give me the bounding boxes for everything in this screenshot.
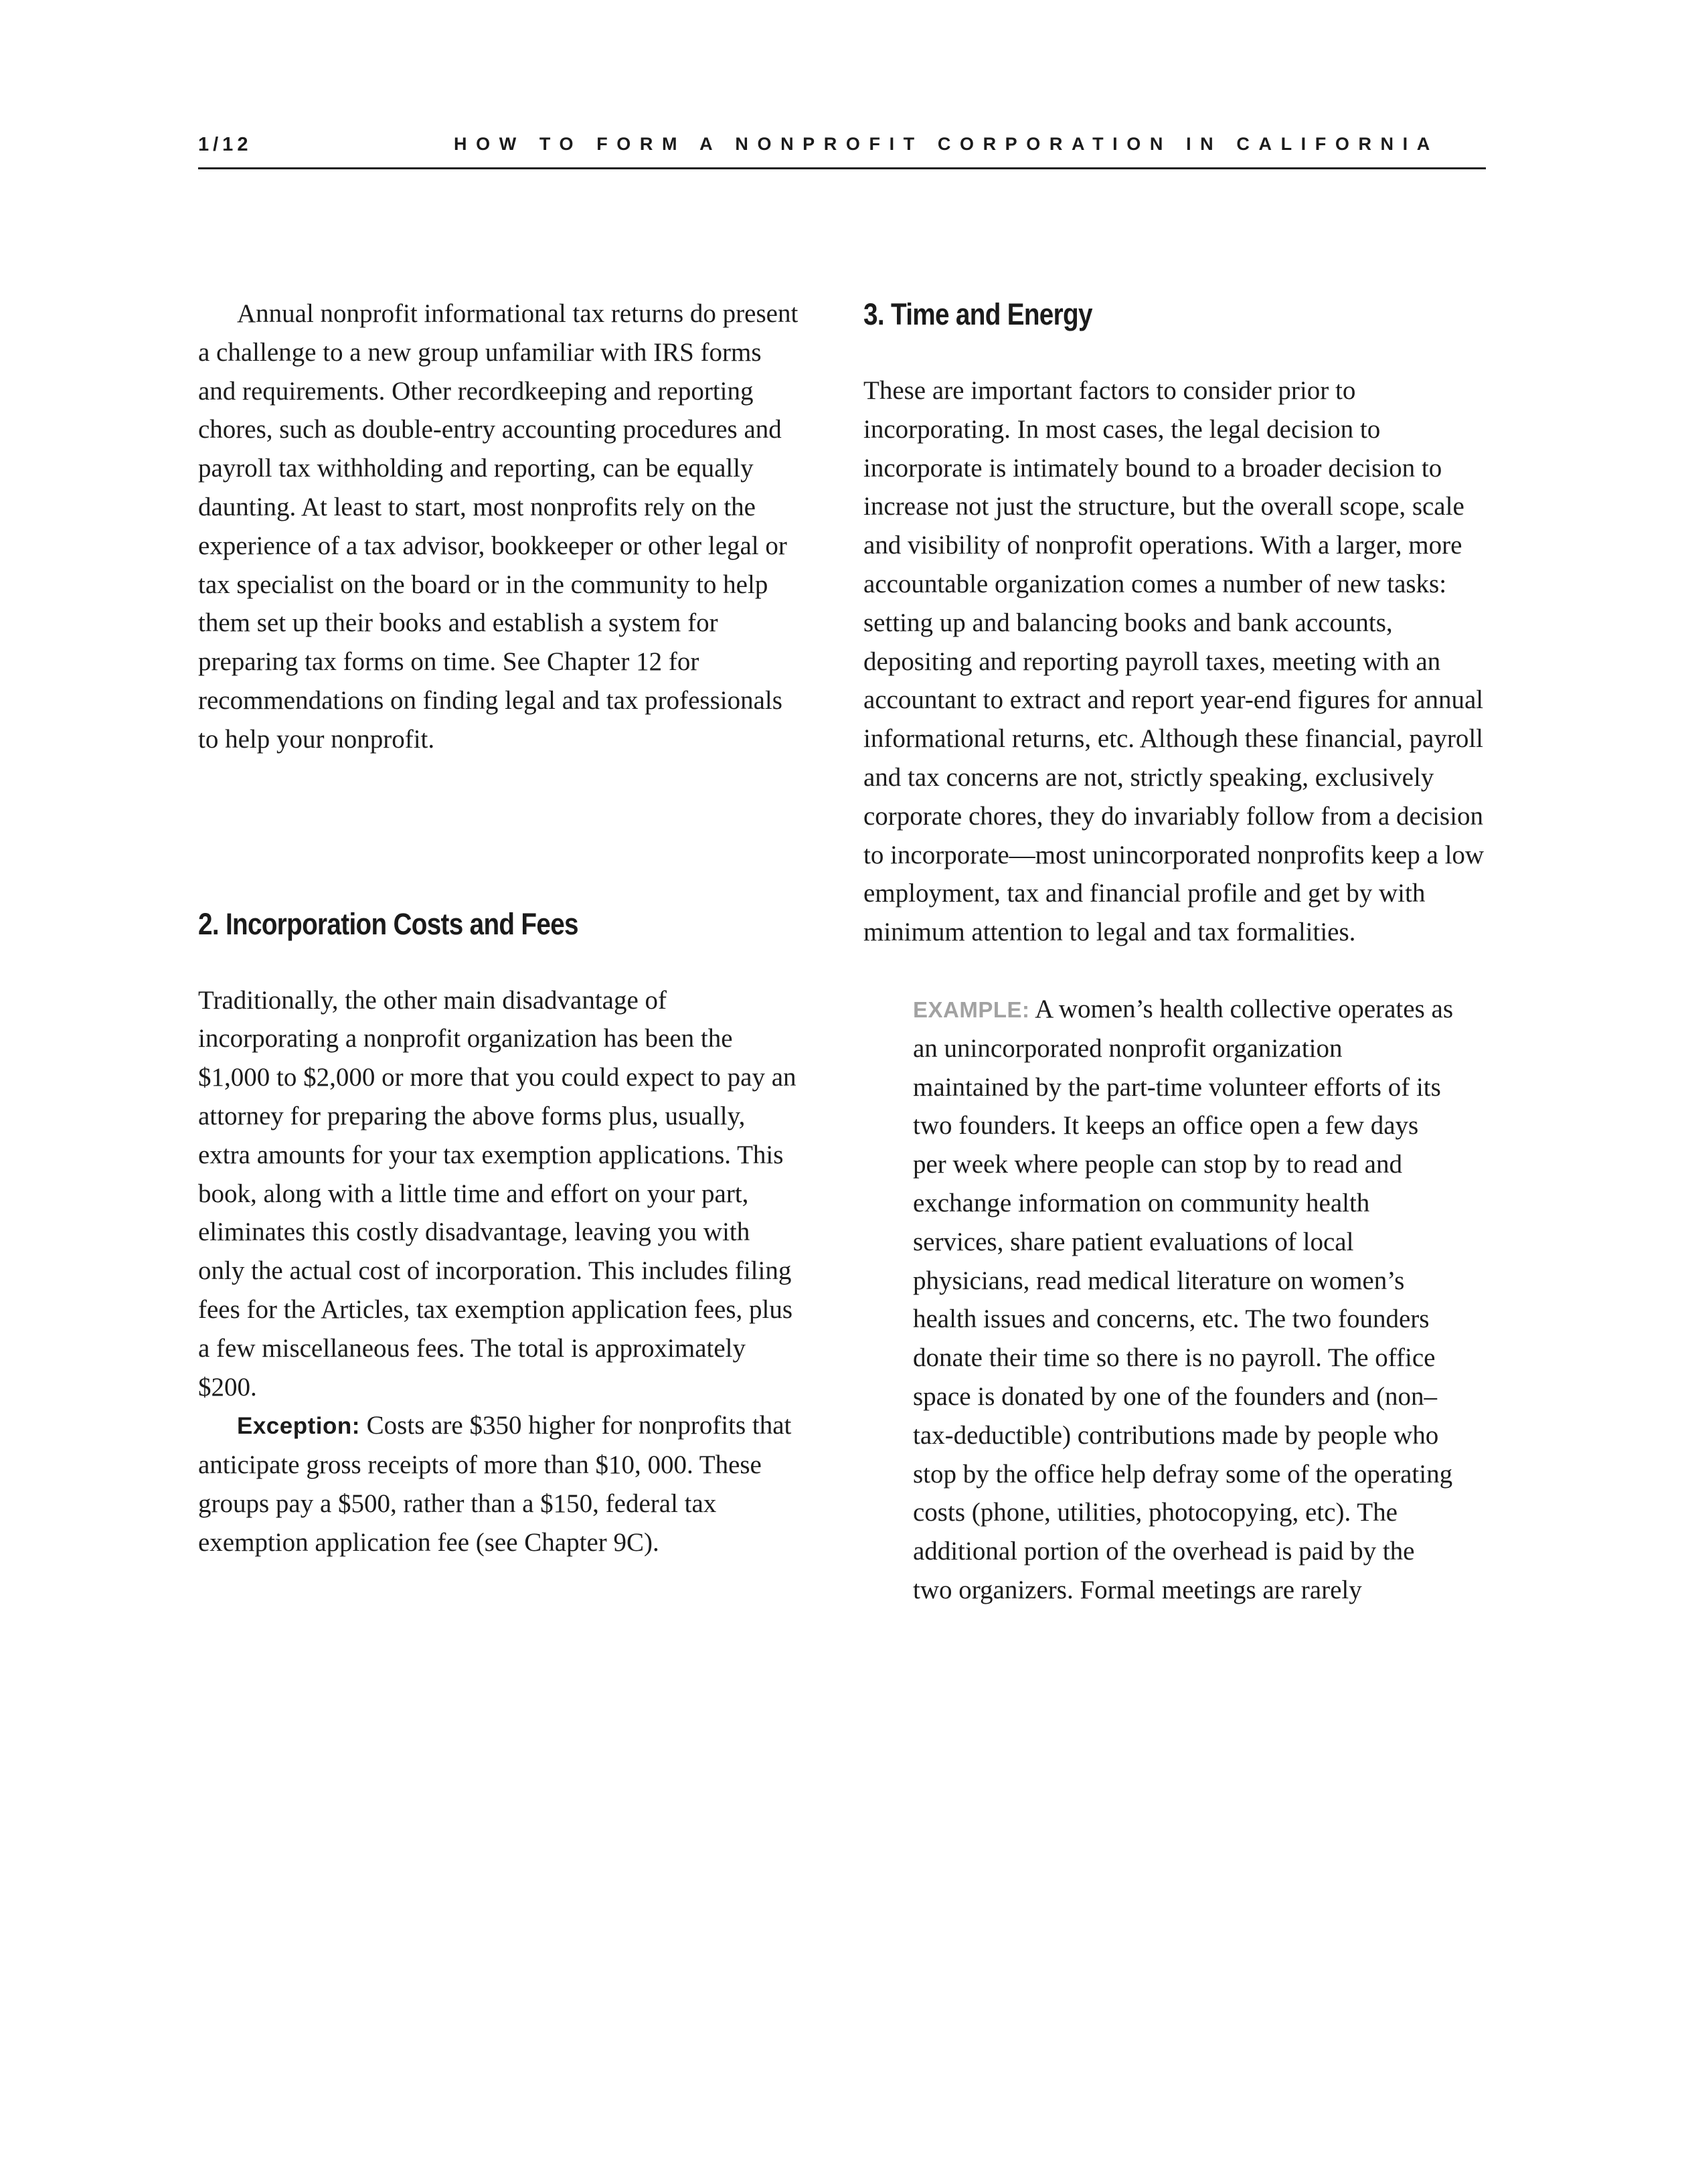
example-paragraph [913, 990, 1455, 1610]
section-heading-incorporation-costs: 2. Incorporation Costs and Fees [198, 906, 578, 941]
example-label: EXAMPLE: [913, 997, 1030, 1022]
example-text: A women’s health collective operates as an unincorporated nonprofit organization maintained by the part-time volunteer efforts of its two founders. It keeps an office open a few days per week where people can stop by to read and exchange information on community health services, share patient evaluations of local physicians, read medical literature on women’s health issues and concerns, etc. The two founders donate their time so there is no payroll. The office space is donated by one of the founders and (non–tax-deductible) contributions made by people who stop by the office help defray some of the operating costs (phone, utilities, photocopying, etc). The additional portion of the overhead is paid by the two organizers. Formal meetings are rarely [913, 994, 1453, 1604]
incorporation-costs-paragraph: Traditionally, the other main disadvantage of incorporating a nonprofit organization has been the $1,000 to $2,000 or more that you could expect to pay an attorney for preparing the above forms plus, usually, extra amounts for your tax exemption applications. This book, along with a little time and effort on your part, eliminates this costly disadvantage, leaving you with only the actual cost of incorporation. This includes filing fees for the Articles, tax exemption application fees, plus a few miscellaneous fees. The total is approximately $200. [198, 985, 796, 1402]
exception-label: Exception: [237, 1413, 360, 1440]
running-title: HOW TO FORM A NONPROFIT CORPORATION IN CALIFORNIA [454, 134, 1439, 154]
running-header [198, 129, 1486, 169]
left-column [198, 295, 801, 1562]
section-heading-time-and-energy: 3. Time and Energy [863, 297, 1092, 331]
exception-paragraph [198, 1406, 801, 1562]
time-and-energy-paragraph: These are important factors to consider prior to incorporating. In most cases, the legal decision to incorporate is intimately bound to a broader decision to increase not just the structure, but the overall scope, scale and visibility of nonprofit operations. With a larger, more accountable organization comes a number of new tasks: setting up and balancing books and bank accounts, depositing and reporting payroll taxes, meeting with an accountant to extract and report year-end figures for annual informational returns, etc. Although these financial, payroll and tax concerns are not, strictly speaking, exclusively corporate chores, they do invariably follow from a decision to incorporate—most unincorporated nonprofits keep a low employment, tax and financial profile and get by with minimum attention to legal and tax formalities. [863, 376, 1485, 947]
page-number: 1/12 [198, 134, 252, 155]
intro-paragraph: Annual nonprofit informational tax returns do present a challenge to a new group unfamiliar with IRS forms and requirements. Other recordkeeping and reporting chores, such as double-entry accounting procedures and payroll tax withholding and reporting, can be equally daunting. At least to start, most nonprofits rely on the experience of a tax advisor, bookkeeper or other legal or tax specialist on the board or in the community to help them set up their books and establish a system for preparing tax forms on time. See Chapter 12 for recommendations on finding legal and tax professionals to help your nonprofit. [198, 299, 798, 754]
right-column [863, 295, 1486, 1610]
example-block [913, 990, 1455, 1610]
exception-text: Costs are $350 higher for nonprofits that anticipate gross receipts of more than $10, 000. These groups pay a $500, rather than a $150, federal tax exemption application fee (see Chapter 9C). [198, 1411, 792, 1557]
